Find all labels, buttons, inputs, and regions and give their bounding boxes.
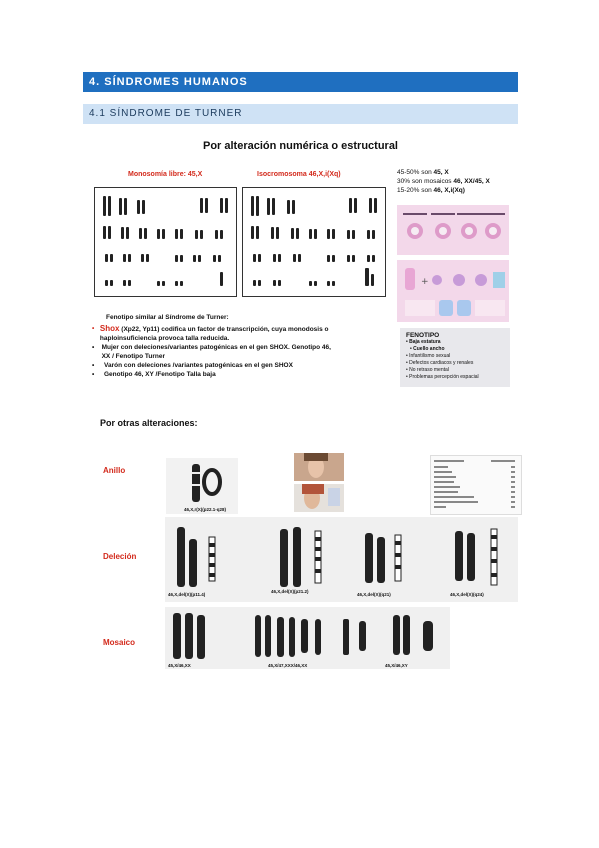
karyotype-isochromosome-image [242, 187, 386, 297]
patient-photo [294, 453, 344, 481]
fenotipo-box [400, 328, 510, 387]
deletion-karyotypes-image [165, 517, 518, 602]
row-label-mosaico: Mosaico [103, 638, 136, 647]
caption-mosaic: 45,X/46,XX [168, 663, 191, 668]
caption-mosaic: 45,X/46,XY [385, 663, 408, 668]
fenotipo-item: • Infantilismo sexual [406, 353, 451, 359]
stat-line: 45-50% son 45, X [397, 169, 449, 176]
nondisjunction-diagram [397, 260, 509, 322]
caption-deletion: 46,X,del(X)(p11.4) [168, 592, 206, 597]
caption-deletion: 46,X,del(X)(q21) [357, 592, 391, 597]
shox-bullet-list [92, 324, 337, 379]
fenotipo-item: • Defectos cardiacos y renales [406, 360, 474, 366]
bullet-item: • Shox (Xp22, Yp11) codifica un factor de transcripción, cuya monodosis o haploinsuficiencia provoca talla reducida. [92, 324, 329, 342]
stat-line: 15-20% son 46, X,i(Xq) [397, 187, 465, 194]
fenotipo-item: • Problemas percepción espacial [406, 374, 479, 380]
row-label-delecion: Deleción [103, 552, 137, 561]
caption-ring: 46,X,r(X)(p22.1-q28) [184, 507, 227, 512]
karyotype-right-label: Isocromosoma 46,X,i(Xq) [257, 171, 341, 178]
bullet-item: • Varón con deleciones /variantes patogénicas en el gen SHOX [92, 362, 293, 369]
caption-deletion: 46,X,del(X)(p21.2) [271, 589, 309, 594]
karyotype-frequency-table-image [430, 455, 522, 515]
svg-text:+: + [421, 277, 429, 287]
section-heading-2: 4.1 SÍNDROME DE TURNER [83, 104, 518, 124]
karyotype-left-label: Monosomía libre: 45,X [128, 171, 203, 178]
bullet-item: • Genotipo 46, XY /Fenotipo Talla baja [92, 371, 216, 378]
gametogenesis-diagram [397, 205, 509, 255]
fenotipo-item: • No retraso mental [406, 367, 449, 373]
fenotipo-title: FENOTIPO [406, 332, 440, 339]
fenotipo-item: • Cuello ancho [410, 346, 445, 352]
caption-deletion: 46,X,del(X)(q24) [450, 592, 484, 597]
caption-mosaic: 45,X/47,XXX/46,XX [268, 663, 308, 668]
phenotype-intro: Fenotipo similar al Síndrome de Turner: [106, 314, 229, 321]
karyotype-stats [397, 168, 512, 195]
section-heading-1: 4. SÍNDROMES HUMANOS [83, 72, 518, 92]
ring-chromosome-image [166, 458, 238, 514]
bullet-item: • Mujer con deleciones/variantes patogénicas en el gen SHOX. Genotipo 46, XX / Fenotipo Turner [92, 344, 331, 360]
patient-photo [294, 484, 344, 512]
fenotipo-item: • Baja estatura [406, 339, 441, 345]
section2-title: Por otras alteraciones: [100, 418, 198, 428]
stat-line: 30% son mosaicos 46, XX/45, X [397, 178, 490, 185]
slide-title: Por alteración numérica o estructural [202, 140, 398, 152]
row-label-anillo: Anillo [103, 466, 126, 475]
karyotype-monosomy-image [94, 187, 237, 297]
mosaic-karyotypes-image [165, 607, 450, 669]
